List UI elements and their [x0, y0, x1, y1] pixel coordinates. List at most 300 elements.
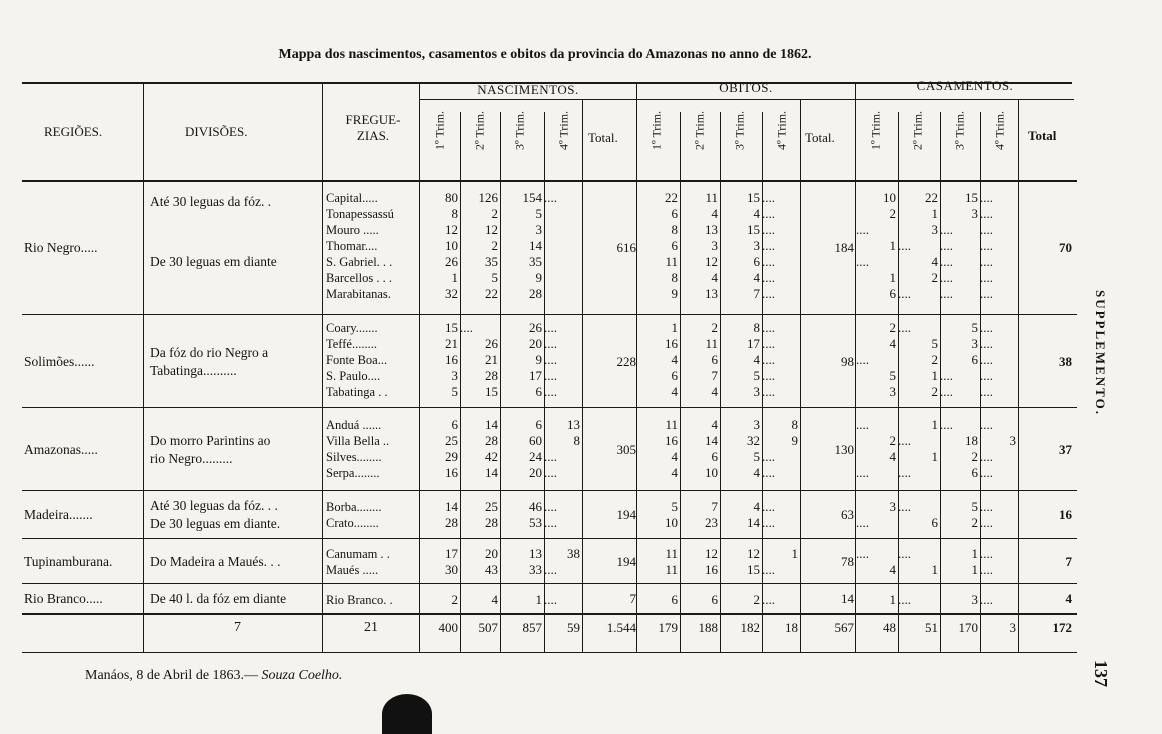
cell-cas-1-3-1: .... [980, 336, 993, 351]
cell-cas-4-3-0: .... [980, 545, 993, 561]
cell-nasc-2-2-2: 24 [529, 448, 542, 464]
cell-nasc-4-1-0: 20 [485, 545, 498, 561]
cell-cas-4-1-1: 1 [931, 561, 938, 577]
cell-nasc-3-3-1: .... [544, 515, 557, 530]
divisao-0-1: De 30 leguas em diante [150, 254, 277, 269]
cell-cas-2-0-3: .... [856, 464, 869, 480]
cell-obit-4-0-1: 11 [665, 561, 678, 577]
cell-cas-0-2-6: .... [940, 285, 953, 301]
divisao-5-0: De 40 l. da fóz em diante [150, 591, 287, 606]
cell-obit-5-1-0: 6 [711, 591, 718, 607]
cell-nasc-0-1-5: 5 [491, 269, 498, 285]
cell-cas-3-1-0: .... [898, 499, 911, 514]
vrule-8 [1018, 100, 1019, 652]
total-divisoes: 7 [234, 620, 241, 635]
cell-obit-1-1-4: 4 [711, 384, 718, 399]
freguezia-3-1: Crato........ [326, 516, 379, 530]
cell-cas-2-1-2: 1 [931, 448, 938, 464]
cell-cas-1-0-1: 4 [889, 336, 896, 351]
cell-obit-0-3-2: .... [762, 221, 775, 237]
rule-row-4 [22, 538, 1077, 539]
cell-cas-5-1-0: .... [898, 591, 911, 607]
cell-cas-3-2-0: 5 [971, 499, 978, 514]
cell-cas-0-1-4: 4 [931, 253, 938, 269]
cell-obit-1-1-2: 6 [711, 352, 718, 367]
freguezia-3-0: Borba........ [326, 500, 382, 514]
cell-obit-2-1-1: 14 [705, 432, 718, 448]
cell-obit-1-0-4: 4 [671, 384, 678, 399]
cell-obit-2-1-3: 10 [705, 464, 718, 480]
vrule-6 [800, 100, 801, 652]
cell-obit-0-3-4: .... [762, 253, 775, 269]
regiao-2: Amazonas..... [24, 441, 98, 457]
cell-obit-1-2-0: 8 [753, 320, 760, 335]
regiao-3: Madeira....... [24, 507, 93, 522]
cell-nasc-0-2-4: 35 [529, 253, 542, 269]
cell-obit-1-2-4: 3 [753, 384, 760, 399]
cell-obit-4-2-1: 15 [747, 561, 760, 577]
total-freguezias: 21 [364, 620, 378, 635]
cell-obit-0-1-5: 4 [711, 269, 718, 285]
trim-header-2-0: 1º Trim. [868, 110, 883, 151]
divisao-3-0: Até 30 leguas da fóz. . . [150, 498, 278, 513]
cell-nasc-2-3-0: 13 [567, 416, 580, 432]
cell-nasc-5-3-0: .... [544, 591, 557, 607]
cell-obit-0-1-0: 11 [705, 189, 718, 205]
cell-obit-2-0-2: 4 [671, 448, 678, 464]
trim-header-2-3: 4º Trim. [992, 110, 1007, 151]
cell-cas-1-1-4: 2 [931, 384, 938, 399]
cell-obit-2-3-3: .... [762, 464, 775, 480]
cell-nasc-3-2-1: 53 [529, 515, 542, 530]
vrule-2 [322, 84, 323, 652]
cell-nasc-0-2-2: 3 [535, 221, 542, 237]
freguezia-4-0: Canumam . . [326, 546, 390, 561]
cell-obit-2-0-3: 4 [671, 464, 678, 480]
freguezia-4-1: Maués ..... [326, 562, 379, 577]
freguezia-0-4: S. Gabriel. . . [326, 254, 393, 269]
cell-obit-1-3-1: .... [762, 336, 775, 351]
freguezia-1-1: Teffé........ [326, 337, 377, 351]
total-cas-sum: 172 [1052, 620, 1072, 635]
cell-obit-1-0-1: 16 [665, 336, 678, 351]
trim-header-0-3: 4º Trim. [556, 110, 571, 151]
cell-nasc-5-0-0: 2 [451, 591, 458, 607]
cell-cas-0-0-2: .... [856, 221, 869, 237]
rule-row-6 [22, 613, 1077, 615]
freguezia-1-4: Tabatinga . . [326, 385, 388, 399]
header-freguezias: FREGUE- ZIAS. [345, 112, 401, 143]
vrule-1 [143, 84, 144, 652]
cell-cas-1-1-1: 5 [931, 336, 938, 351]
obit-total-0: 184 [834, 240, 854, 255]
cell-nasc-0-2-1: 5 [535, 205, 542, 221]
cell-obit-1-1-0: 2 [711, 320, 718, 335]
cell-nasc-1-0-3: 3 [451, 368, 458, 383]
cell-nasc-2-2-0: 6 [535, 416, 542, 432]
cell-obit-1-1-3: 7 [711, 368, 718, 383]
total-nasc-1: 507 [478, 620, 498, 635]
cell-cas-3-1-1: 6 [931, 515, 938, 530]
cell-cas-1-0-3: 5 [889, 368, 896, 383]
cell-cas-1-2-0: 5 [971, 320, 978, 335]
cell-obit-5-3-0: .... [762, 591, 775, 607]
freguezia-2-3: Serpa........ [326, 465, 380, 480]
supplemento-side-label: SUPPLEMENTO. [1093, 290, 1108, 416]
cell-nasc-3-2-0: 46 [529, 499, 542, 514]
cell-obit-0-1-3: 3 [711, 237, 718, 253]
cas-total-2: 37 [1059, 441, 1072, 457]
cell-cas-1-0-2: .... [856, 352, 869, 367]
cell-nasc-3-0-0: 14 [445, 499, 458, 514]
cell-nasc-5-1-0: 4 [491, 591, 498, 607]
nasc-total-4: 194 [616, 553, 636, 569]
cell-obit-0-2-6: 7 [753, 285, 760, 301]
cell-cas-0-3-5: .... [980, 269, 993, 285]
cell-cas-0-3-2: .... [980, 221, 993, 237]
cell-nasc-0-0-6: 32 [445, 285, 458, 301]
cell-obit-0-2-4: 6 [753, 253, 760, 269]
cell-obit-2-2-1: 32 [747, 432, 760, 448]
cell-nasc-0-1-2: 12 [485, 221, 498, 237]
cell-nasc-1-0-2: 16 [445, 352, 458, 367]
cell-obit-3-2-1: 14 [747, 515, 760, 530]
cell-cas-0-0-5: 1 [889, 269, 896, 285]
cell-cas-1-3-3: .... [980, 368, 993, 383]
cell-cas-2-0-2: 4 [889, 448, 896, 464]
header-divisoes: DIVISÕES. [185, 124, 248, 139]
cell-cas-0-0-0: 10 [883, 189, 896, 205]
total-cas-1: 51 [925, 620, 938, 635]
cell-nasc-0-1-0: 126 [478, 189, 498, 205]
cell-obit-1-3-3: .... [762, 368, 775, 383]
cell-cas-4-2-0: 1 [971, 545, 978, 561]
cell-cas-2-0-1: 2 [889, 432, 896, 448]
cell-nasc-0-0-3: 10 [445, 237, 458, 253]
cell-obit-1-3-0: .... [762, 320, 775, 335]
cell-nasc-2-1-1: 28 [485, 432, 498, 448]
cell-cas-5-2-0: 3 [971, 591, 978, 607]
obit-group-rule [637, 99, 855, 100]
cell-cas-0-3-1: .... [980, 205, 993, 221]
cell-nasc-0-1-6: 22 [485, 285, 498, 301]
cell-nasc-3-0-1: 28 [445, 515, 458, 530]
trim-header-1-0: 1º Trim. [649, 110, 664, 151]
cell-obit-3-2-0: 4 [753, 499, 760, 514]
cell-obit-1-1-1: 11 [705, 336, 718, 351]
cas-group-rule [856, 99, 1074, 100]
freguezia-5-0: Rio Branco. . [326, 592, 393, 607]
cell-cas-3-3-0: .... [980, 499, 993, 514]
freguezia-2-1: Villa Bella .. [326, 433, 390, 448]
cell-cas-0-1-6: .... [898, 285, 911, 301]
cell-obit-0-0-3: 6 [671, 237, 678, 253]
total-obit-2: 182 [740, 620, 760, 635]
freguezia-1-0: Coary....... [326, 321, 378, 335]
cell-obit-0-0-5: 8 [671, 269, 678, 285]
cell-obit-2-3-0: 8 [791, 416, 798, 432]
rule-bottom [22, 652, 1077, 653]
cell-nasc-3-3-0: .... [544, 499, 557, 514]
divisao-1-0: Da fóz do rio Negro a [150, 344, 269, 360]
cell-obit-3-3-1: .... [762, 515, 775, 530]
divisao-2-0: Do morro Parintins ao [150, 432, 271, 448]
trim-header-1-1: 2º Trim. [692, 110, 707, 151]
freguezia-1-3: S. Paulo.... [326, 369, 381, 383]
cell-obit-3-0-0: 5 [671, 499, 678, 514]
rule-row-5 [22, 583, 1077, 584]
cell-nasc-1-2-2: 9 [535, 352, 542, 367]
obit-total-2: 130 [834, 441, 854, 457]
cell-obit-2-1-2: 6 [711, 448, 718, 464]
cell-obit-2-3-1: 9 [791, 432, 798, 448]
cell-cas-1-3-4: .... [980, 384, 993, 399]
cell-cas-1-1-0: .... [898, 320, 911, 335]
cell-cas-0-2-3: .... [940, 237, 953, 253]
cell-obit-4-0-0: 11 [665, 545, 678, 561]
freguezia-0-0: Capital..... [326, 190, 378, 205]
cell-nasc-1-3-1: .... [544, 336, 557, 351]
rule-header-bottom [22, 180, 1077, 182]
cell-obit-1-3-2: .... [762, 352, 775, 367]
cell-cas-0-0-1: 2 [889, 205, 896, 221]
cell-nasc-4-3-0: 38 [567, 545, 580, 561]
cell-cas-2-2-0: .... [940, 416, 953, 432]
cell-cas-2-1-3: .... [898, 464, 911, 480]
cell-nasc-0-0-1: 8 [451, 205, 458, 221]
cell-nasc-4-0-0: 17 [445, 545, 458, 561]
cell-obit-0-3-3: .... [762, 237, 775, 253]
cell-cas-2-3-1: 3 [1009, 432, 1016, 448]
freguezia-0-5: Barcellos . . . [326, 270, 392, 285]
cell-obit-0-1-1: 4 [711, 205, 718, 221]
header-obit-total: Total. [805, 130, 835, 145]
cell-obit-0-0-2: 8 [671, 221, 678, 237]
trim-header-2-2: 3º Trim. [952, 110, 967, 151]
freguezia-1-2: Fonte Boa... [326, 353, 388, 367]
cell-obit-0-3-0: .... [762, 189, 775, 205]
cell-obit-4-1-1: 16 [705, 561, 718, 577]
cell-obit-1-0-3: 6 [671, 368, 678, 383]
header-obitos: OBITOS. [719, 80, 773, 95]
cell-nasc-1-2-1: 20 [529, 336, 542, 351]
cell-obit-3-1-0: 7 [711, 499, 718, 514]
cell-obit-0-2-3: 3 [753, 237, 760, 253]
trim-header-1-3: 4º Trim. [774, 110, 789, 151]
trim-header-2-1: 2º Trim. [910, 110, 925, 151]
cell-nasc-2-0-3: 16 [445, 464, 458, 480]
cell-nasc-1-1-0: .... [460, 320, 473, 335]
regiao-4: Tupinamburana. [24, 553, 113, 569]
trim-header-0-1: 2º Trim. [472, 110, 487, 151]
cell-cas-3-3-1: .... [980, 515, 993, 530]
cell-cas-2-3-2: .... [980, 448, 993, 464]
cell-obit-4-3-0: 1 [791, 545, 798, 561]
cell-obit-3-3-0: .... [762, 499, 775, 514]
cell-cas-1-1-3: 1 [931, 368, 938, 383]
cell-cas-0-0-4: .... [856, 253, 869, 269]
cell-obit-0-3-5: .... [762, 269, 775, 285]
page-number: 137 [1091, 660, 1111, 687]
cell-nasc-3-1-1: 28 [485, 515, 498, 530]
cell-cas-3-0-1: .... [856, 515, 869, 530]
cell-nasc-0-1-3: 2 [491, 237, 498, 253]
cell-cas-0-1-0: 22 [925, 189, 938, 205]
footer [85, 668, 342, 684]
cell-nasc-1-3-0: .... [544, 320, 557, 335]
vrule-4 [582, 100, 583, 652]
cell-obit-0-0-4: 11 [665, 253, 678, 269]
cell-obit-0-2-0: 15 [747, 189, 760, 205]
cell-nasc-4-2-0: 13 [529, 545, 542, 561]
cell-cas-0-1-3: .... [898, 237, 911, 253]
footer-signature: Souza Coelho. [261, 668, 343, 683]
cell-nasc-2-3-1: 8 [573, 432, 580, 448]
cell-nasc-2-2-1: 60 [529, 432, 542, 448]
page-title: Mappa dos nascimentos, casamentos e obitos da provincia do Amazonas no anno de 1862. [278, 47, 812, 62]
cell-obit-4-1-0: 12 [705, 545, 718, 561]
cell-obit-0-1-6: 13 [705, 285, 718, 301]
freguezia-0-3: Thomar.... [326, 238, 378, 253]
freguezia-2-0: Anduá ...... [326, 417, 382, 432]
regiao-1: Solimões...... [24, 353, 95, 369]
cell-nasc-1-0-0: 15 [445, 320, 458, 335]
cell-cas-1-2-4: .... [940, 384, 953, 399]
freguezia-0-2: Mouro ..... [326, 222, 379, 237]
cell-obit-0-2-5: 4 [753, 269, 760, 285]
cell-cas-1-2-2: 6 [971, 352, 978, 367]
rule-row-2 [22, 407, 1077, 408]
ink-stain [382, 694, 432, 734]
divisao-2-1: rio Negro......... [150, 450, 233, 466]
cell-cas-4-2-1: 1 [971, 561, 978, 577]
cell-nasc-0-0-4: 26 [445, 253, 458, 269]
cell-cas-0-2-5: .... [940, 269, 953, 285]
cell-nasc-2-0-1: 25 [445, 432, 458, 448]
total-cas-3: 3 [1009, 620, 1016, 635]
cell-nasc-2-0-2: 29 [445, 448, 458, 464]
cell-obit-3-0-1: 10 [665, 515, 678, 530]
total-obit-sum: 567 [834, 620, 854, 635]
trim-header-1-2: 3º Trim. [732, 110, 747, 151]
cas-total-5: 4 [1065, 591, 1072, 606]
cell-cas-0-3-6: .... [980, 285, 993, 301]
cell-obit-2-0-1: 16 [665, 432, 678, 448]
cell-obit-3-1-1: 23 [705, 515, 718, 530]
nasc-group-rule [420, 99, 636, 100]
cell-obit-0-0-6: 9 [671, 285, 678, 301]
total-cas-0: 48 [883, 620, 896, 635]
divisao-3-1: De 30 leguas em diante. [150, 516, 281, 531]
footer-place-date: Manáos, 8 de Abril de 1863.— [85, 668, 259, 683]
cell-nasc-1-0-4: 5 [451, 384, 458, 399]
cell-nasc-1-3-4: .... [544, 384, 557, 399]
cell-nasc-2-1-0: 14 [485, 416, 498, 432]
cell-cas-2-2-1: 18 [965, 432, 978, 448]
cell-obit-1-0-0: 1 [671, 320, 678, 335]
cell-cas-4-0-1: 4 [889, 561, 896, 577]
cell-obit-2-2-0: 3 [753, 416, 760, 432]
cell-cas-0-2-4: .... [940, 253, 953, 269]
header-nascimentos: NASCIMENTOS. [477, 82, 579, 97]
cell-nasc-0-1-4: 35 [485, 253, 498, 269]
cell-cas-1-2-1: 3 [971, 336, 978, 351]
cell-obit-0-3-6: .... [762, 285, 775, 301]
cell-nasc-4-3-1: .... [544, 561, 557, 577]
cell-cas-0-3-0: .... [980, 189, 993, 205]
rule-row-3 [22, 490, 1077, 491]
total-nasc-0: 400 [438, 620, 458, 635]
obit-total-4: 78 [841, 553, 854, 569]
nasc-total-2: 305 [616, 441, 636, 457]
cell-cas-2-1-0: 1 [931, 416, 938, 432]
cell-cas-2-3-3: .... [980, 464, 993, 480]
cell-nasc-1-1-2: 21 [485, 352, 498, 367]
cell-nasc-0-2-6: 28 [529, 285, 542, 301]
cell-obit-2-2-2: 5 [753, 448, 760, 464]
nasc-total-0: 616 [616, 240, 636, 255]
cell-obit-1-2-1: 17 [747, 336, 760, 351]
cell-obit-0-2-2: 15 [747, 221, 760, 237]
cell-nasc-1-0-1: 21 [445, 336, 458, 351]
trim-header-0-2: 3º Trim. [512, 110, 527, 151]
cell-nasc-2-2-3: 20 [529, 464, 542, 480]
cell-obit-5-0-0: 6 [671, 591, 678, 607]
trim-header-0-0: 1º Trim. [432, 110, 447, 151]
cell-obit-0-1-4: 12 [705, 253, 718, 269]
cell-nasc-2-3-2: .... [544, 448, 557, 464]
cell-nasc-1-2-0: 26 [529, 320, 542, 335]
cell-cas-1-2-3: .... [940, 368, 953, 383]
cell-nasc-0-3-0: .... [544, 189, 557, 205]
cell-cas-0-2-2: .... [940, 221, 953, 237]
cell-nasc-0-0-0: 80 [445, 189, 458, 205]
cell-cas-2-3-0: .... [980, 416, 993, 432]
cell-nasc-0-2-0: 154 [522, 189, 542, 205]
cell-cas-4-1-0: .... [898, 545, 911, 561]
cell-obit-1-3-4: .... [762, 384, 775, 399]
cell-cas-1-3-2: .... [980, 352, 993, 367]
divisao-1-1: Tabatinga.......... [150, 362, 237, 378]
cell-obit-0-1-2: 13 [705, 221, 718, 237]
freguezia-0-6: Marabitanas. [326, 286, 391, 301]
cell-nasc-4-0-1: 30 [445, 561, 458, 577]
cas-total-4: 7 [1065, 553, 1072, 569]
header-cas-total: Total [1028, 128, 1057, 143]
obit-total-1: 98 [841, 353, 854, 369]
nasc-total-1: 228 [616, 353, 636, 369]
header-nasc-total: Total. [588, 130, 618, 145]
total-nasc-sum: 1.544 [606, 620, 636, 635]
obit-total-3: 63 [841, 507, 854, 522]
cell-cas-0-0-6: 6 [889, 285, 896, 301]
total-obit-0: 179 [658, 620, 678, 635]
nasc-total-3: 194 [616, 507, 636, 522]
cell-obit-1-2-3: 5 [753, 368, 760, 383]
cell-nasc-0-2-5: 9 [535, 269, 542, 285]
cell-nasc-1-3-2: .... [544, 352, 557, 367]
cell-obit-4-3-1: .... [762, 561, 775, 577]
cell-cas-0-1-5: 2 [931, 269, 938, 285]
cell-cas-0-2-0: 15 [965, 189, 978, 205]
cell-cas-2-2-2: 2 [971, 448, 978, 464]
cell-cas-1-1-2: 2 [931, 352, 938, 367]
freguezia-2-2: Silves........ [326, 449, 382, 464]
cell-cas-2-2-3: 6 [971, 464, 978, 480]
cell-obit-5-2-0: 2 [753, 591, 760, 607]
cell-obit-0-0-1: 6 [671, 205, 678, 221]
cell-cas-4-0-0: .... [856, 545, 869, 561]
